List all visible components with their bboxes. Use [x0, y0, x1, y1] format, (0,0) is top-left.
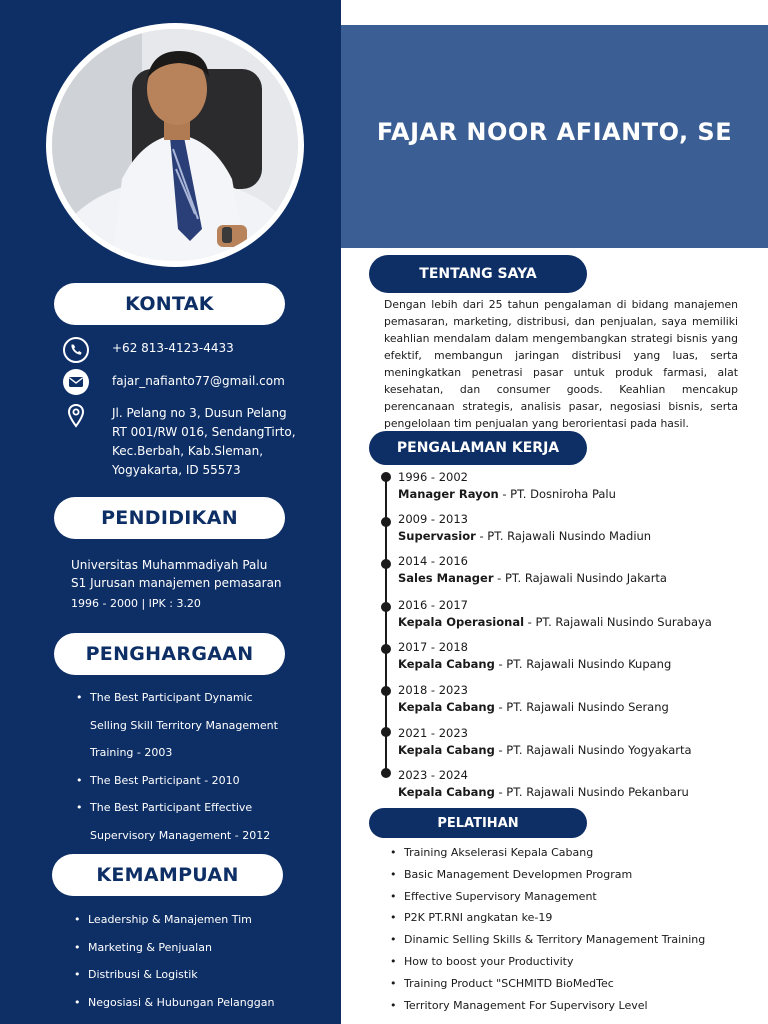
job-role: Kepala Cabang — [398, 785, 495, 799]
job-period: 2021 - 2023 — [398, 726, 468, 740]
about-heading: TENTANG SAYA — [369, 255, 587, 293]
job-role: Kepala Cabang — [398, 743, 495, 757]
job-period: 2023 - 2024 — [398, 768, 468, 782]
job-entry — [398, 639, 758, 673]
job-role: Sales Manager — [398, 571, 494, 585]
timeline-dot — [381, 686, 391, 696]
phone-number: +62 813-4123-4433 — [112, 341, 234, 355]
award-line: • The Best Participant Effective — [90, 801, 253, 814]
skill-item: • Marketing & Penjualan — [72, 934, 312, 962]
timeline-dot — [381, 559, 391, 569]
job-period: 2017 - 2018 — [398, 640, 468, 654]
job-period: 2018 - 2023 — [398, 683, 468, 697]
contact-address-row — [62, 402, 296, 477]
education-heading: PENDIDIKAN — [54, 497, 285, 539]
education-period: 1996 - 2000 | IPK : 3.20 — [71, 597, 201, 610]
job-company: - PT. Rajawali Nusindo Serang — [494, 700, 669, 714]
job-role: Supervasior — [398, 529, 476, 543]
job-company: - PT. Rajawali Nusindo Pekanbaru — [494, 785, 689, 799]
skills-list — [72, 906, 312, 1016]
training-item: • How to boost your Productivity — [390, 951, 705, 973]
job-entry — [398, 553, 758, 587]
contact-heading: KONTAK — [54, 283, 285, 325]
sidebar — [0, 0, 341, 1024]
email-icon — [62, 368, 90, 396]
training-item: • Territory Management For Supervisory Level — [390, 995, 705, 1017]
address-block — [112, 404, 296, 480]
award-line: Training - 2003 — [90, 746, 173, 759]
education-block — [71, 556, 282, 613]
job-entry — [398, 597, 758, 631]
profile-photo — [52, 29, 298, 261]
award-item — [74, 684, 304, 767]
training-item: • Dinamic Selling Skills & Territory Management Training — [390, 929, 705, 951]
job-entry — [398, 767, 758, 801]
job-company: - PT. Rajawali Nusindo Kupang — [494, 657, 672, 671]
about-text: Dengan lebih dari 25 tahun pengalaman di bidang manajemen pemasaran, marketing, distribusi, dan penjualan, saya memiliki keahlian mendalam dalam mengembangkan strategi bisnis yang efektif, membangun jaringan distribusi yang luas, serta meningkatkan penetrasi pasar untuk produk farmasi, alat kesehatan, dan consumer goods. Keahlian mencakup perencanaan strategis, analisis pasar, negosiasi bisnis, serta pengelolaan tim penjualan yang berorientasi pada hasil. — [384, 298, 738, 430]
timeline-dot — [381, 644, 391, 654]
award-line: Selling Skill Territory Management — [90, 718, 278, 732]
timeline-dot — [381, 517, 391, 527]
job-period: 2014 - 2016 — [398, 554, 468, 568]
education-major: S1 Jurusan manajemen pemasaran — [71, 576, 282, 590]
address-line: RT 001/RW 016, SendangTirto, — [112, 425, 296, 439]
job-entry — [398, 725, 758, 759]
job-period: 2016 - 2017 — [398, 598, 468, 612]
job-company: - PT. Rajawali Nusindo Jakarta — [493, 571, 667, 585]
job-role: Kepala Cabang — [398, 700, 495, 714]
award-line: • The Best Participant Dynamic — [90, 691, 253, 704]
phone-icon — [62, 336, 90, 364]
job-company: - PT. Dosniroha Palu — [498, 487, 616, 501]
skill-item: • Negosiasi & Hubungan Pelanggan — [72, 989, 312, 1017]
training-item: • Effective Supervisory Management — [390, 886, 705, 908]
award-item — [74, 767, 304, 795]
contact-phone-row — [62, 336, 234, 364]
training-heading: PELATIHAN — [369, 808, 587, 838]
awards-list — [74, 684, 304, 849]
award-line: • The Best Participant - 2010 — [90, 773, 240, 787]
skill-item: • Leadership & Manajemen Tim — [72, 906, 312, 934]
timeline-dot — [381, 727, 391, 737]
training-list — [390, 842, 705, 1016]
address-line: Jl. Pelang no 3, Dusun Pelang — [112, 406, 287, 420]
skills-heading: KEMAMPUAN — [52, 854, 283, 896]
address-line: Kec.Berbah, Kab.Sleman, — [112, 444, 264, 458]
job-entry — [398, 682, 758, 716]
training-item: • P2K PT.RNI angkatan ke-19 — [390, 907, 705, 929]
address-line: Yogyakarta, ID 55573 — [112, 463, 241, 477]
contact-email-row — [62, 368, 285, 396]
skill-item: • Distribusi & Logistik — [72, 961, 312, 989]
timeline-dot — [381, 768, 391, 778]
job-company: - PT. Rajawali Nusindo Madiun — [475, 529, 652, 543]
job-period: 2009 - 2013 — [398, 512, 468, 526]
location-pin-icon — [62, 402, 90, 430]
training-item: • Training Akselerasi Kepala Cabang — [390, 842, 705, 864]
experience-heading: PENGALAMAN KERJA — [369, 431, 587, 465]
job-entry — [398, 469, 758, 503]
job-role: Kepala Operasional — [398, 615, 525, 629]
timeline-dot — [381, 472, 391, 482]
training-item: • Basic Management Developmen Program — [390, 864, 705, 886]
award-line: Supervisory Management - 2012 — [90, 828, 271, 842]
job-company: - PT. Rajawali Nusindo Yogyakarta — [494, 743, 692, 757]
training-item: • Training Product "SCHMITD BioMedTec — [390, 973, 705, 995]
job-entry — [398, 511, 758, 545]
job-role: Manager Rayon — [398, 487, 499, 501]
candidate-name: FAJAR NOOR AFIANTO, SE — [376, 118, 733, 146]
timeline-dot — [381, 602, 391, 612]
job-role: Kepala Cabang — [398, 657, 495, 671]
job-company: - PT. Rajawali Nusindo Surabaya — [524, 615, 712, 629]
job-period: 1996 - 2002 — [398, 470, 468, 484]
email-address: fajar_nafianto77@gmail.com — [112, 374, 285, 388]
awards-heading: PENGHARGAAN — [54, 633, 285, 675]
award-item — [74, 794, 304, 849]
education-school: Universitas Muhammadiyah Palu — [71, 558, 268, 572]
